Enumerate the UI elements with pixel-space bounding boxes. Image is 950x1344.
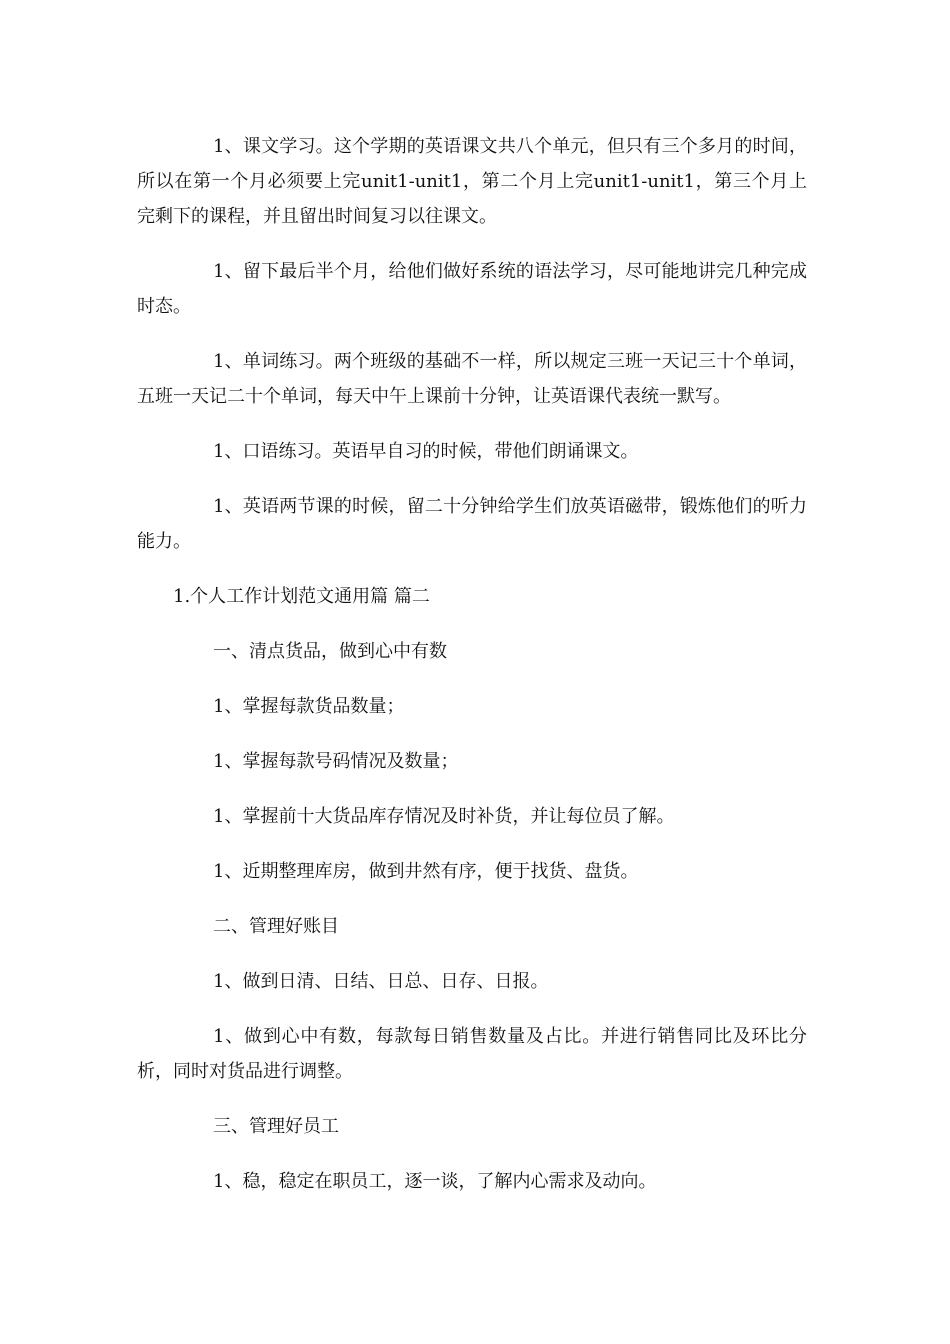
subheading-staff: 三、管理好员工 xyxy=(213,1116,339,1137)
paragraph-grammar: 1、留下最后半个月，给他们做好系统的语法学习，尽可能地讲完几种完成时态。 xyxy=(137,261,807,317)
document-body xyxy=(137,129,807,1219)
subheading-inventory: 一、清点货品，做到心中有数 xyxy=(213,641,447,662)
list-item: 1、做到心中有数，每款每日销售数量及占比。并进行销售同比及环比分析，同时对货品进行调整。 xyxy=(137,1026,807,1082)
section-title: 1.个人工作计划范文通用篇 篇二 xyxy=(173,586,430,607)
paragraph-oral-practice: 1、口语练习。英语早自习的时候，带他们朗诵课文。 xyxy=(213,441,639,462)
subheading-accounts: 二、管理好账目 xyxy=(213,916,339,937)
paragraph-text-study: 1、课文学习。这个学期的英语课文共八个单元，但只有三个多月的时间，所以在第一个月必须要上完unit1-unit1，第二个月上完unit1-unit1，第三个月上完剩下的课程，并且留出时间复习以往课文。 xyxy=(137,136,807,227)
list-item: 1、做到日清、日结、日总、日存、日报。 xyxy=(213,971,549,992)
list-item: 1、掌握前十大货品库存情况及时补货，并让每位员了解。 xyxy=(213,806,675,827)
paragraph-listening: 1、英语两节课的时候，留二十分钟给学生们放英语磁带，锻炼他们的听力能力。 xyxy=(137,496,807,552)
list-item: 1、掌握每款货品数量； xyxy=(213,696,405,717)
list-item: 1、稳，稳定在职员工，逐一谈，了解内心需求及动向。 xyxy=(213,1171,657,1192)
list-item: 1、近期整理库房，做到井然有序，便于找货、盘货。 xyxy=(213,861,639,882)
paragraph-vocabulary: 1、单词练习。两个班级的基础不一样，所以规定三班一天记三十个单词，五班一天记二十个单词，每天中午上课前十分钟，让英语课代表统一默写。 xyxy=(137,351,807,407)
list-item: 1、掌握每款号码情况及数量； xyxy=(213,751,459,772)
